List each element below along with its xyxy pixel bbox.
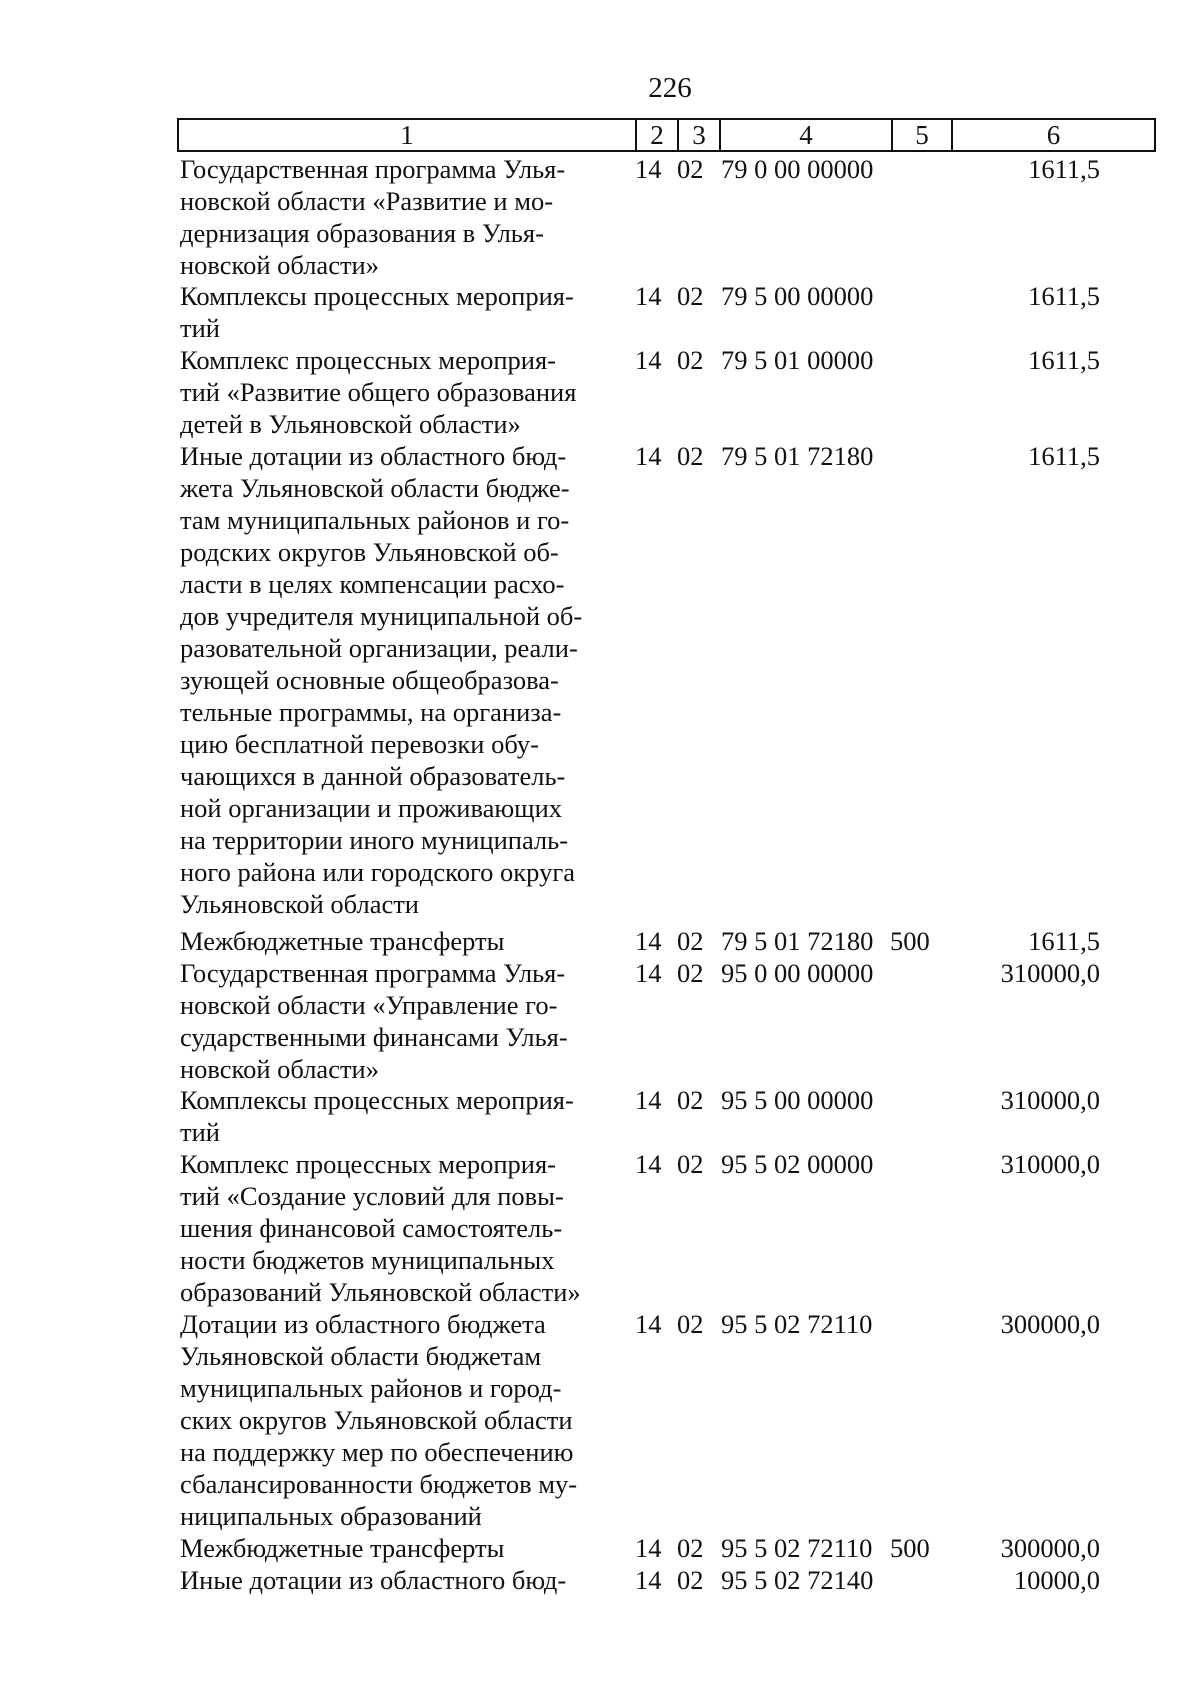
row-amount: 310000,0: [1000, 1085, 1100, 1115]
row-section-code: 14: [635, 1533, 662, 1563]
row-name: [180, 440, 618, 920]
row-name-line: зующей основные общеобразова-: [180, 665, 559, 695]
row-name-line: новской области «Управление го-: [180, 990, 558, 1020]
row-name-line: ниципальных образований: [180, 1501, 482, 1531]
row-name-line: тельные программы, на организа-: [180, 697, 562, 727]
row-subsection-code: 02: [677, 281, 704, 311]
row-name-line: Комплексы процессных мероприя-: [180, 1085, 574, 1115]
row-subsection-code: 02: [677, 441, 704, 471]
row-name-line: Комплекс процессных мероприя-: [180, 1149, 556, 1179]
row-name: [180, 153, 618, 281]
row-subsection-code: 02: [677, 345, 704, 375]
row-name-line: ной организации и проживающих: [180, 793, 563, 823]
row-name-line: новской области»: [180, 1054, 379, 1084]
row-amount: 1611,5: [1028, 441, 1100, 471]
row-section-code: 14: [635, 1085, 662, 1115]
row-subsection-code: 02: [677, 958, 704, 988]
row-target-article-code: 95 0 00 00000: [721, 958, 874, 988]
row-expense-type-code: 500: [890, 926, 930, 956]
row-name-line: Ульяновской области: [180, 889, 419, 919]
column-header-4: 4: [719, 120, 891, 150]
row-name-line: шения финансовой самостоятель-: [180, 1213, 563, 1243]
row-name-line: сбалансированности бюджетов му-: [180, 1469, 578, 1499]
row-name-line: ности бюджетов муниципальных: [180, 1245, 555, 1275]
row-subsection-code: 02: [677, 1565, 704, 1595]
row-section-code: 14: [635, 958, 662, 988]
row-section-code: 14: [635, 281, 662, 311]
row-target-article-code: 95 5 02 72110: [721, 1533, 873, 1563]
row-name-line: там муниципальных районов и го-: [180, 505, 570, 535]
row-amount: 1611,5: [1028, 926, 1100, 956]
row-subsection-code: 02: [677, 1533, 704, 1563]
row-name-line: новской области»: [180, 250, 379, 280]
row-name-line: ласти в целях компенсации расхо-: [180, 569, 565, 599]
row-amount: 10000,0: [1013, 1565, 1100, 1595]
row-name: [180, 957, 618, 1085]
row-expense-type-code: 500: [890, 1533, 930, 1563]
row-target-article-code: 79 5 01 72180: [721, 926, 874, 956]
row-name-line: Комплекс процессных мероприя-: [180, 345, 556, 375]
row-amount: 300000,0: [1000, 1533, 1100, 1563]
row-name-line: на территории иного муниципаль-: [180, 825, 569, 855]
row-name-line: сударственными финансами Улья-: [180, 1022, 568, 1052]
row-section-code: 14: [635, 1149, 662, 1179]
row-name-line: жета Ульяновской области бюдже-: [180, 473, 570, 503]
row-subsection-code: 02: [677, 926, 704, 956]
row-name: [180, 1084, 618, 1148]
row-name-line: Комплексы процессных мероприя-: [180, 281, 574, 311]
row-section-code: 14: [635, 926, 662, 956]
column-header-1: 1: [400, 120, 414, 150]
row-name-line: Государственная программа Улья-: [180, 958, 566, 988]
row-name-line: разовательной организации, реали-: [180, 633, 578, 663]
row-name-line: чающихся в данной образователь-: [180, 761, 566, 791]
row-name-line: родских округов Ульяновской об-: [180, 537, 559, 567]
row-subsection-code: 02: [677, 1149, 704, 1179]
row-name-line: детей в Ульяновской области»: [180, 409, 521, 439]
row-amount: 1611,5: [1028, 345, 1100, 375]
row-name-line: Иные дотации из областного бюд-: [180, 441, 567, 471]
row-target-article-code: 95 5 02 72110: [721, 1309, 873, 1339]
row-name: [180, 1308, 618, 1532]
row-name-line: Иные дотации из областного бюд-: [180, 1565, 567, 1595]
row-section-code: 14: [635, 441, 662, 471]
column-header-row: [177, 118, 1156, 152]
row-name-line: ских округов Ульяновской области: [180, 1405, 573, 1435]
row-name: [180, 1532, 618, 1564]
row-name-line: тий «Развитие общего образования: [180, 377, 577, 407]
row-name: [180, 1148, 618, 1308]
row-target-article-code: 79 0 00 00000: [721, 154, 874, 184]
row-target-article-code: 79 5 00 00000: [721, 281, 874, 311]
row-section-code: 14: [635, 1565, 662, 1595]
row-amount: 310000,0: [1000, 1149, 1100, 1179]
row-target-article-code: 79 5 01 72180: [721, 441, 874, 471]
row-name-line: Государственная программа Улья-: [180, 154, 566, 184]
row-section-code: 14: [635, 1309, 662, 1339]
row-name-line: тий «Создание условий для повы-: [180, 1181, 564, 1211]
column-header-6: 6: [951, 120, 1154, 150]
row-name-line: Ульяновской области бюджетам: [180, 1341, 542, 1371]
row-amount: 1611,5: [1028, 281, 1100, 311]
row-name-line: образований Ульяновской области»: [180, 1277, 581, 1307]
page-number: 226: [648, 72, 692, 104]
column-header-2: 2: [635, 120, 677, 150]
row-name-line: дов учредителя муниципальной об-: [180, 601, 583, 631]
row-name-line: на поддержку мер по обеспечению: [180, 1437, 574, 1467]
row-name-line: Межбюджетные трансферты: [180, 1533, 505, 1563]
column-header-5: 5: [891, 120, 951, 150]
row-name-line: тий: [180, 313, 220, 343]
row-target-article-code: 95 5 02 72140: [721, 1565, 874, 1595]
row-target-article-code: 95 5 00 00000: [721, 1085, 874, 1115]
row-name-line: цию бесплатной перевозки обу-: [180, 729, 539, 759]
row-name-line: муниципальных районов и город-: [180, 1373, 562, 1403]
row-name-line: Дотации из областного бюджета: [180, 1309, 546, 1339]
row-name: [180, 1564, 618, 1596]
row-target-article-code: 79 5 01 00000: [721, 345, 874, 375]
row-name-line: новской области «Развитие и мо-: [180, 186, 554, 216]
row-amount: 300000,0: [1000, 1309, 1100, 1339]
row-section-code: 14: [635, 154, 662, 184]
row-target-article-code: 95 5 02 00000: [721, 1149, 874, 1179]
row-amount: 1611,5: [1028, 154, 1100, 184]
row-name: [180, 280, 618, 344]
row-name-line: ного района или городского округа: [180, 857, 575, 887]
row-amount: 310000,0: [1000, 958, 1100, 988]
row-name-line: дернизация образования в Улья-: [180, 218, 544, 248]
row-name-line: Межбюджетные трансферты: [180, 926, 505, 956]
row-subsection-code: 02: [677, 154, 704, 184]
row-subsection-code: 02: [677, 1309, 704, 1339]
row-name: [180, 925, 618, 957]
row-section-code: 14: [635, 345, 662, 375]
column-header-3: 3: [677, 120, 719, 150]
row-name-line: тий: [180, 1117, 220, 1147]
row-name: [180, 344, 618, 440]
row-subsection-code: 02: [677, 1085, 704, 1115]
